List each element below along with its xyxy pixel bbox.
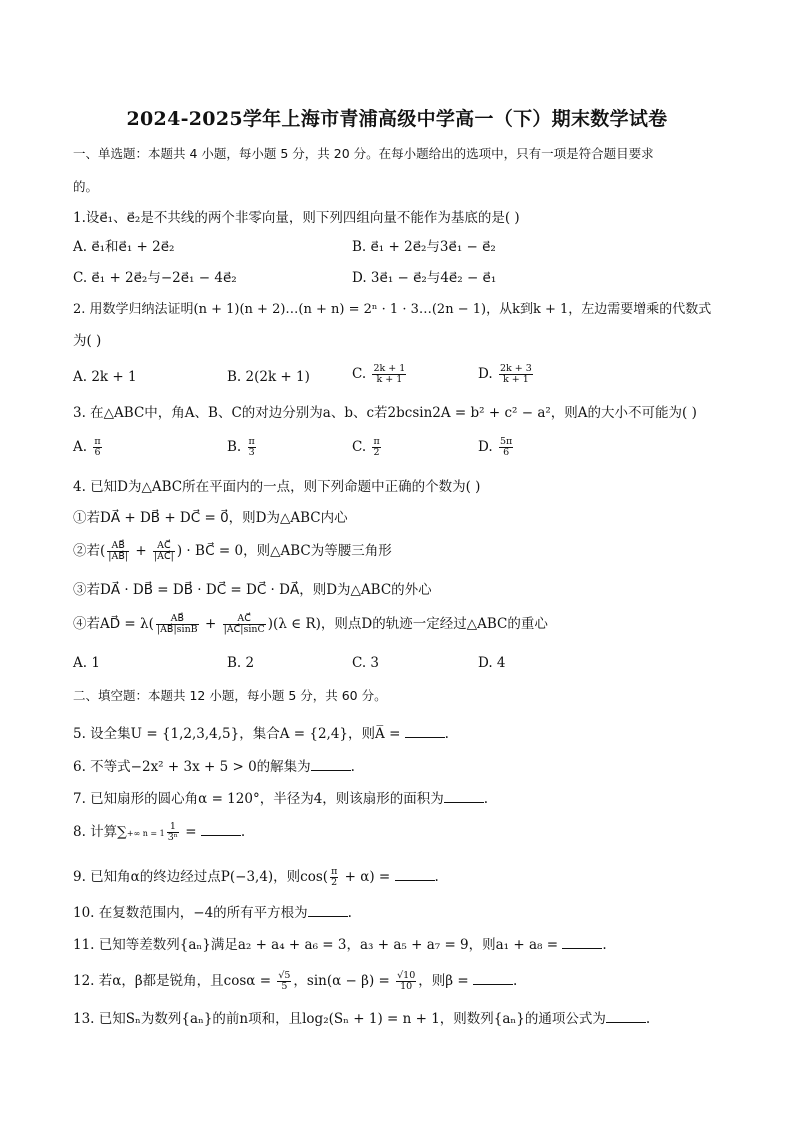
q2-option-a: A. 2k + 1 [73,369,137,385]
period: . [347,905,352,921]
numerator: 5π [499,436,513,447]
q8-sum-limits: +∞ n = 1 [126,829,165,838]
q3-option-b-fraction [248,437,256,458]
q13 [73,1010,650,1028]
q3-option-a-label: A. [73,439,88,455]
q9-text: 9. 已知角α的终边经过点P(−3,4)，则cos( [73,869,329,885]
period: . [512,973,518,989]
q5 [73,725,449,743]
answer-blank[interactable] [395,868,435,881]
q12-suffix: ，则β = [418,973,473,989]
q8 [73,822,245,843]
q3-option-d [478,437,515,458]
q2-option-d [478,364,535,385]
q2-stem-cont: 为( ) [73,333,102,349]
numerator: π [94,436,101,447]
denominator: 3ⁿ [167,832,178,843]
period: . [444,726,449,742]
q1-option-a: A. e⃗₁和e⃗₁ + 2e⃗₂ [73,239,175,255]
denominator: |AB⃗| [108,551,129,562]
q4-stem: 4. 已知D为△ABC所在平面内的一点，则下列命题中正确的个数为( ) [73,479,481,495]
q4-s4-fraction-ab [156,614,199,635]
numerator: √5 [278,970,291,981]
denominator: k + 1 [502,374,529,385]
q4-statement-2 [73,541,392,562]
denominator: |AC⃗| [153,551,174,562]
numerator: AB⃗ [107,541,129,552]
q3-option-b [227,437,258,458]
denominator: 6 [503,447,510,458]
q4-s2-plus: + [131,543,151,559]
q4-statement-3: ③若DA⃗ · DB⃗ = DB⃗ · DC⃗ = DC⃗ · DA⃗，则D为△ABC的外心 [73,582,432,598]
q4-s4-suffix: )(λ ∈ R)，则点D的轨迹一定经过△ABC的重心 [267,616,548,632]
q9 [73,867,439,888]
q3-option-a [73,437,104,458]
numerator: 1 [167,822,179,833]
q4-option-b: B. 2 [227,655,255,671]
period: . [240,824,246,840]
q3-option-d-fraction [499,437,513,458]
numerator: AB⃗ [156,614,199,625]
q5-text: 5. 设全集U = {1,2,3,4,5}，集合A = {2,4}，则A̅ = [73,726,405,742]
section1-heading: 一、单选题：本题共 4 小题，每小题 5 分，共 20 分。在每小题给出的选项中，只有一项是符合题目要求 [73,146,654,161]
numerator: AC⃗ [223,614,266,625]
answer-blank[interactable] [606,1010,646,1023]
q3-option-c [352,437,383,458]
q2-stem: 2. 用数学归纳法证明(n + 1)(n + 2)…(n + n) = 2ⁿ · 1 · 3…(2n − 1)，从k到k + 1，左边需要增乘的代数式 [73,302,712,317]
q1-option-b: B. e⃗₁ + 2e⃗₂与3e⃗₁ − e⃗₂ [352,239,496,255]
denominator: 2 [331,877,338,888]
q9-equals: + α) = [340,869,395,885]
q4-statement-4 [73,614,548,635]
q9-fraction [330,867,338,888]
q3-stem: 3. 在△ABC中，角A、B、C的对边分别为a、b、c若2bcsin2A = b² + c² − a²，则A的大小不可能为( ) [73,405,697,421]
q4-s4-prefix: ④若AD⃗ = λ( [73,616,154,632]
q6-text: 6. 不等式−2x² + 3x + 5 > 0的解集为 [73,759,311,775]
period: . [602,937,607,953]
denominator: 10 [400,981,413,992]
q12 [73,971,517,992]
q4-option-c: C. 3 [352,655,380,671]
answer-blank[interactable] [444,790,484,803]
q12-text: 12. 若α，β都是锐角，且cosα = [73,973,276,989]
numerator: π [331,866,338,877]
denominator: |AC⃗|sinC [223,624,265,635]
q1-option-d: D. 3e⃗₁ − e⃗₂与4e⃗₂ − e⃗₁ [352,270,497,286]
numerator: 2k + 1 [373,363,406,374]
q11 [73,936,607,954]
q3-option-b-label: B. [227,439,242,455]
page-title: 2024-2025学年上海市青浦高级中学高一（下）期末数学试卷 [126,108,668,130]
numerator: AC⃗ [153,541,175,552]
section2-heading: 二、填空题：本题共 12 小题，每小题 5 分，共 60 分。 [73,688,387,703]
q4-s2-fraction-ac [153,541,175,562]
q3-option-d-label: D. [478,439,493,455]
q4-s4-plus: + [200,616,221,632]
q4-option-a: A. 1 [73,655,100,671]
period: . [645,1011,651,1027]
q6 [73,758,355,776]
section1-heading-cont: 的。 [73,179,99,194]
q8-equals: = [180,824,201,840]
answer-blank[interactable] [405,725,445,738]
q1-option-c: C. e⃗₁ + 2e⃗₂与−2e⃗₁ − 4e⃗₂ [73,270,237,286]
q4-s2-suffix: ) · BC⃗ = 0，则△ABC为等腰三角形 [176,543,392,559]
q4-s4-fraction-ac [223,614,266,635]
q10-text: 10. 在复数范围内，−4的所有平方根为 [73,905,308,921]
q12-fraction-cos [277,971,291,992]
q4-option-d: D. 4 [478,655,506,671]
q3-option-a-fraction [93,437,101,458]
q4-s2-prefix: ②若( [73,543,106,559]
denominator: 2 [373,447,380,458]
numerator: π [248,436,255,447]
q7 [73,790,488,808]
q2-option-d-fraction [499,364,533,385]
q13-text: 13. 已知Sₙ为数列{aₙ}的前n项和，且log₂(Sₙ + 1) = n + 1，则数列{aₙ}的通项公式为 [73,1011,606,1027]
denominator: 3 [248,447,255,458]
numerator: π [373,436,380,447]
period: . [483,791,489,807]
q2-option-c-fraction [372,364,406,385]
q4-statement-1: ①若DA⃗ + DB⃗ + DC⃗ = 0⃗，则D为△ABC内心 [73,510,348,526]
q11-text: 11. 已知等差数列{aₙ}满足a₂ + a₄ + a₆ = 3，a₃ + a₅ + a₇ = 9，则a₁ + a₈ = [73,937,563,953]
denominator: |AB⃗|sinB [156,624,198,635]
period: . [350,759,355,775]
q7-text: 7. 已知扇形的圆心角α = 120°，半径为4，则该扇形的面积为 [73,791,444,807]
q3-option-c-fraction [372,437,380,458]
q3-option-c-label: C. [352,439,367,455]
numerator: 2k + 3 [499,363,532,374]
answer-blank[interactable] [311,758,351,771]
denominator: 6 [94,447,101,458]
q2-option-b: B. 2(2k + 1) [227,369,310,385]
q8-text: 8. 计算∑ [73,824,127,840]
answer-blank[interactable] [308,904,348,917]
q2-option-c-label: C. [352,366,367,382]
q12-mid: ，sin(α − β) = [293,973,395,989]
q2-option-c [352,364,408,385]
numerator: √10 [397,970,416,981]
q2-option-d-label: D. [478,366,493,382]
denominator: k + 1 [376,374,403,385]
q4-s2-fraction-ab [107,541,129,562]
answer-blank[interactable] [562,936,602,949]
q12-fraction-sin [396,971,416,992]
q1-stem: 1.设e⃗₁、e⃗₂是不共线的两个非零向量，则下列四组向量不能作为基底的是( ) [73,210,520,226]
q10 [73,904,352,922]
denominator: 5 [281,981,288,992]
period: . [434,869,439,885]
q8-fraction [167,822,179,843]
answer-blank[interactable] [201,823,241,836]
answer-blank[interactable] [473,972,513,985]
